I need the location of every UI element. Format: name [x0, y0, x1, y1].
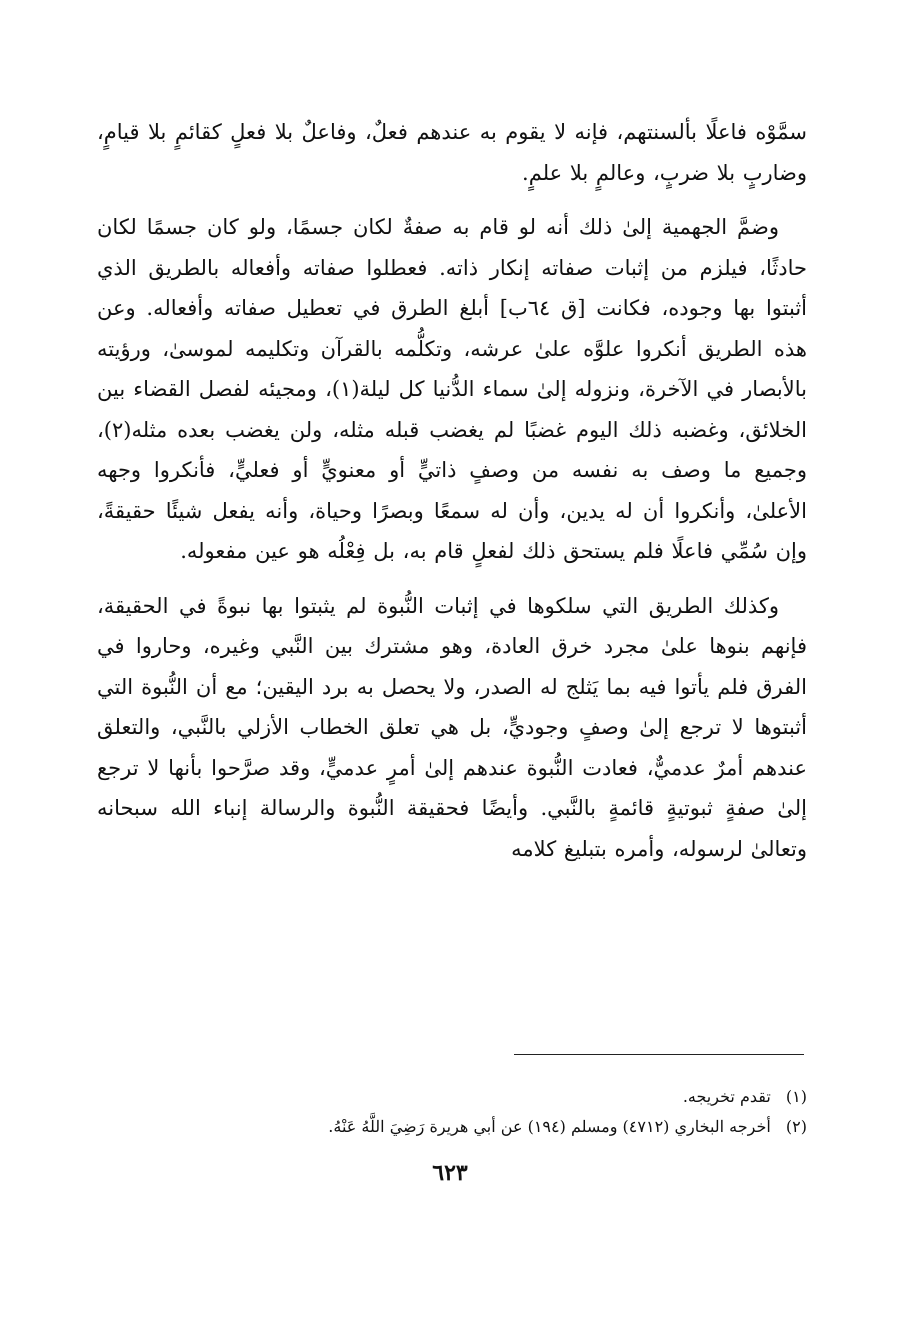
paragraph-2: وضمَّ الجهمية إلىٰ ذلك أنه لو قام به صفةٌ لكان جسمًا، ولو كان جسمًا لكان حادثًا، فيلزم من إثبات صفاته إنكار ذاته. فعطلوا صفاته وأفعاله بالطريق الذي أثبتوا بها وجوده، فكانت [ق ٦٤ب] أبلغ الطرق في تعطيل صفاته وأفعاله. وعن هذه الطريق أنكروا علوَّه علىٰ عرشه، وتكلُّمه بالقرآن وتكليمه لموسىٰ، ورؤيته بالأبصار في الآخرة، ونزوله إلىٰ سماء الدُّنيا كل ليلة(١)، ومجيئه لفصل القضاء بين الخلائق، وغضبه ذلك اليوم غضبًا لم يغضب قبله مثله، ولن يغضب بعده مثله(٢)، وجميع ما وصف به نفسه من وصفٍ ذاتيٍّ أو معنويٍّ أو فعليٍّ، فأنكروا وجهه الأعلىٰ، وأنكروا أن له يدين، وأن له سمعًا وبصرًا وحياة، وأنه يفعل شيئًا حقيقةً، وإن سُمِّي فاعلًا فلم يستحق ذلك لفعلٍ قام به، بل فِعْلُه هو عين مفعوله. — [97, 215, 807, 563]
footnote-1 — [97, 1082, 807, 1112]
footnote-number: (١) — [785, 1087, 807, 1106]
paragraph-1: سمَّوْه فاعلًا بألسنتهم، فإنه لا يقوم به عندهم فعلٌ، وفاعلٌ بلا فعلٍ كقائمٍ بلا قيامٍ، وضاربٍ بلا ضربٍ، وعالمٍ بلا علمٍ. — [97, 120, 807, 185]
footnote-text: تقدم تخريجه. — [682, 1087, 771, 1106]
page-number: ٦٢٣ — [432, 1160, 468, 1186]
footnote-divider — [514, 1054, 804, 1055]
footnote-number: (٢) — [785, 1117, 807, 1136]
footnote-2 — [97, 1112, 807, 1142]
paragraph-3: وكذلك الطريق التي سلكوها في إثبات النُّبوة لم يثبتوا بها نبوةً في الحقيقة، فإنهم بنوها علىٰ مجرد خرق العادة، وهو مشترك بين النَّبي وغيره، وحاروا في الفرق فلم يأتوا فيه بما يَثلج له الصدر، ولا يحصل به برد اليقين؛ مع أن النُّبوة التي أثبتوها لا ترجع إلىٰ وصفٍ وجوديٍّ، بل هي تعلق الخطاب الأزلي بالنَّبي، والتعلق عندهم أمرٌ عدميٌّ، فعادت النُّبوة عندهم إلىٰ أمرٍ عدميٍّ، وقد صرَّحوا بأنها لا ترجع إلىٰ صفةٍ ثبوتيةٍ قائمةٍ بالنَّبي. وأيضًا فحقيقة النُّبوة والرسالة إنباء الله سبحانه وتعالىٰ لرسوله، وأمره بتبليغ كلامه — [97, 593, 807, 861]
footnote-text: أخرجه البخاري (٤٧١٢) ومسلم (١٩٤) عن أبي هريرة رَضِيَ اللَّهُ عَنْهُ. — [328, 1117, 771, 1136]
footnotes — [97, 1082, 807, 1142]
page-body — [97, 112, 807, 883]
